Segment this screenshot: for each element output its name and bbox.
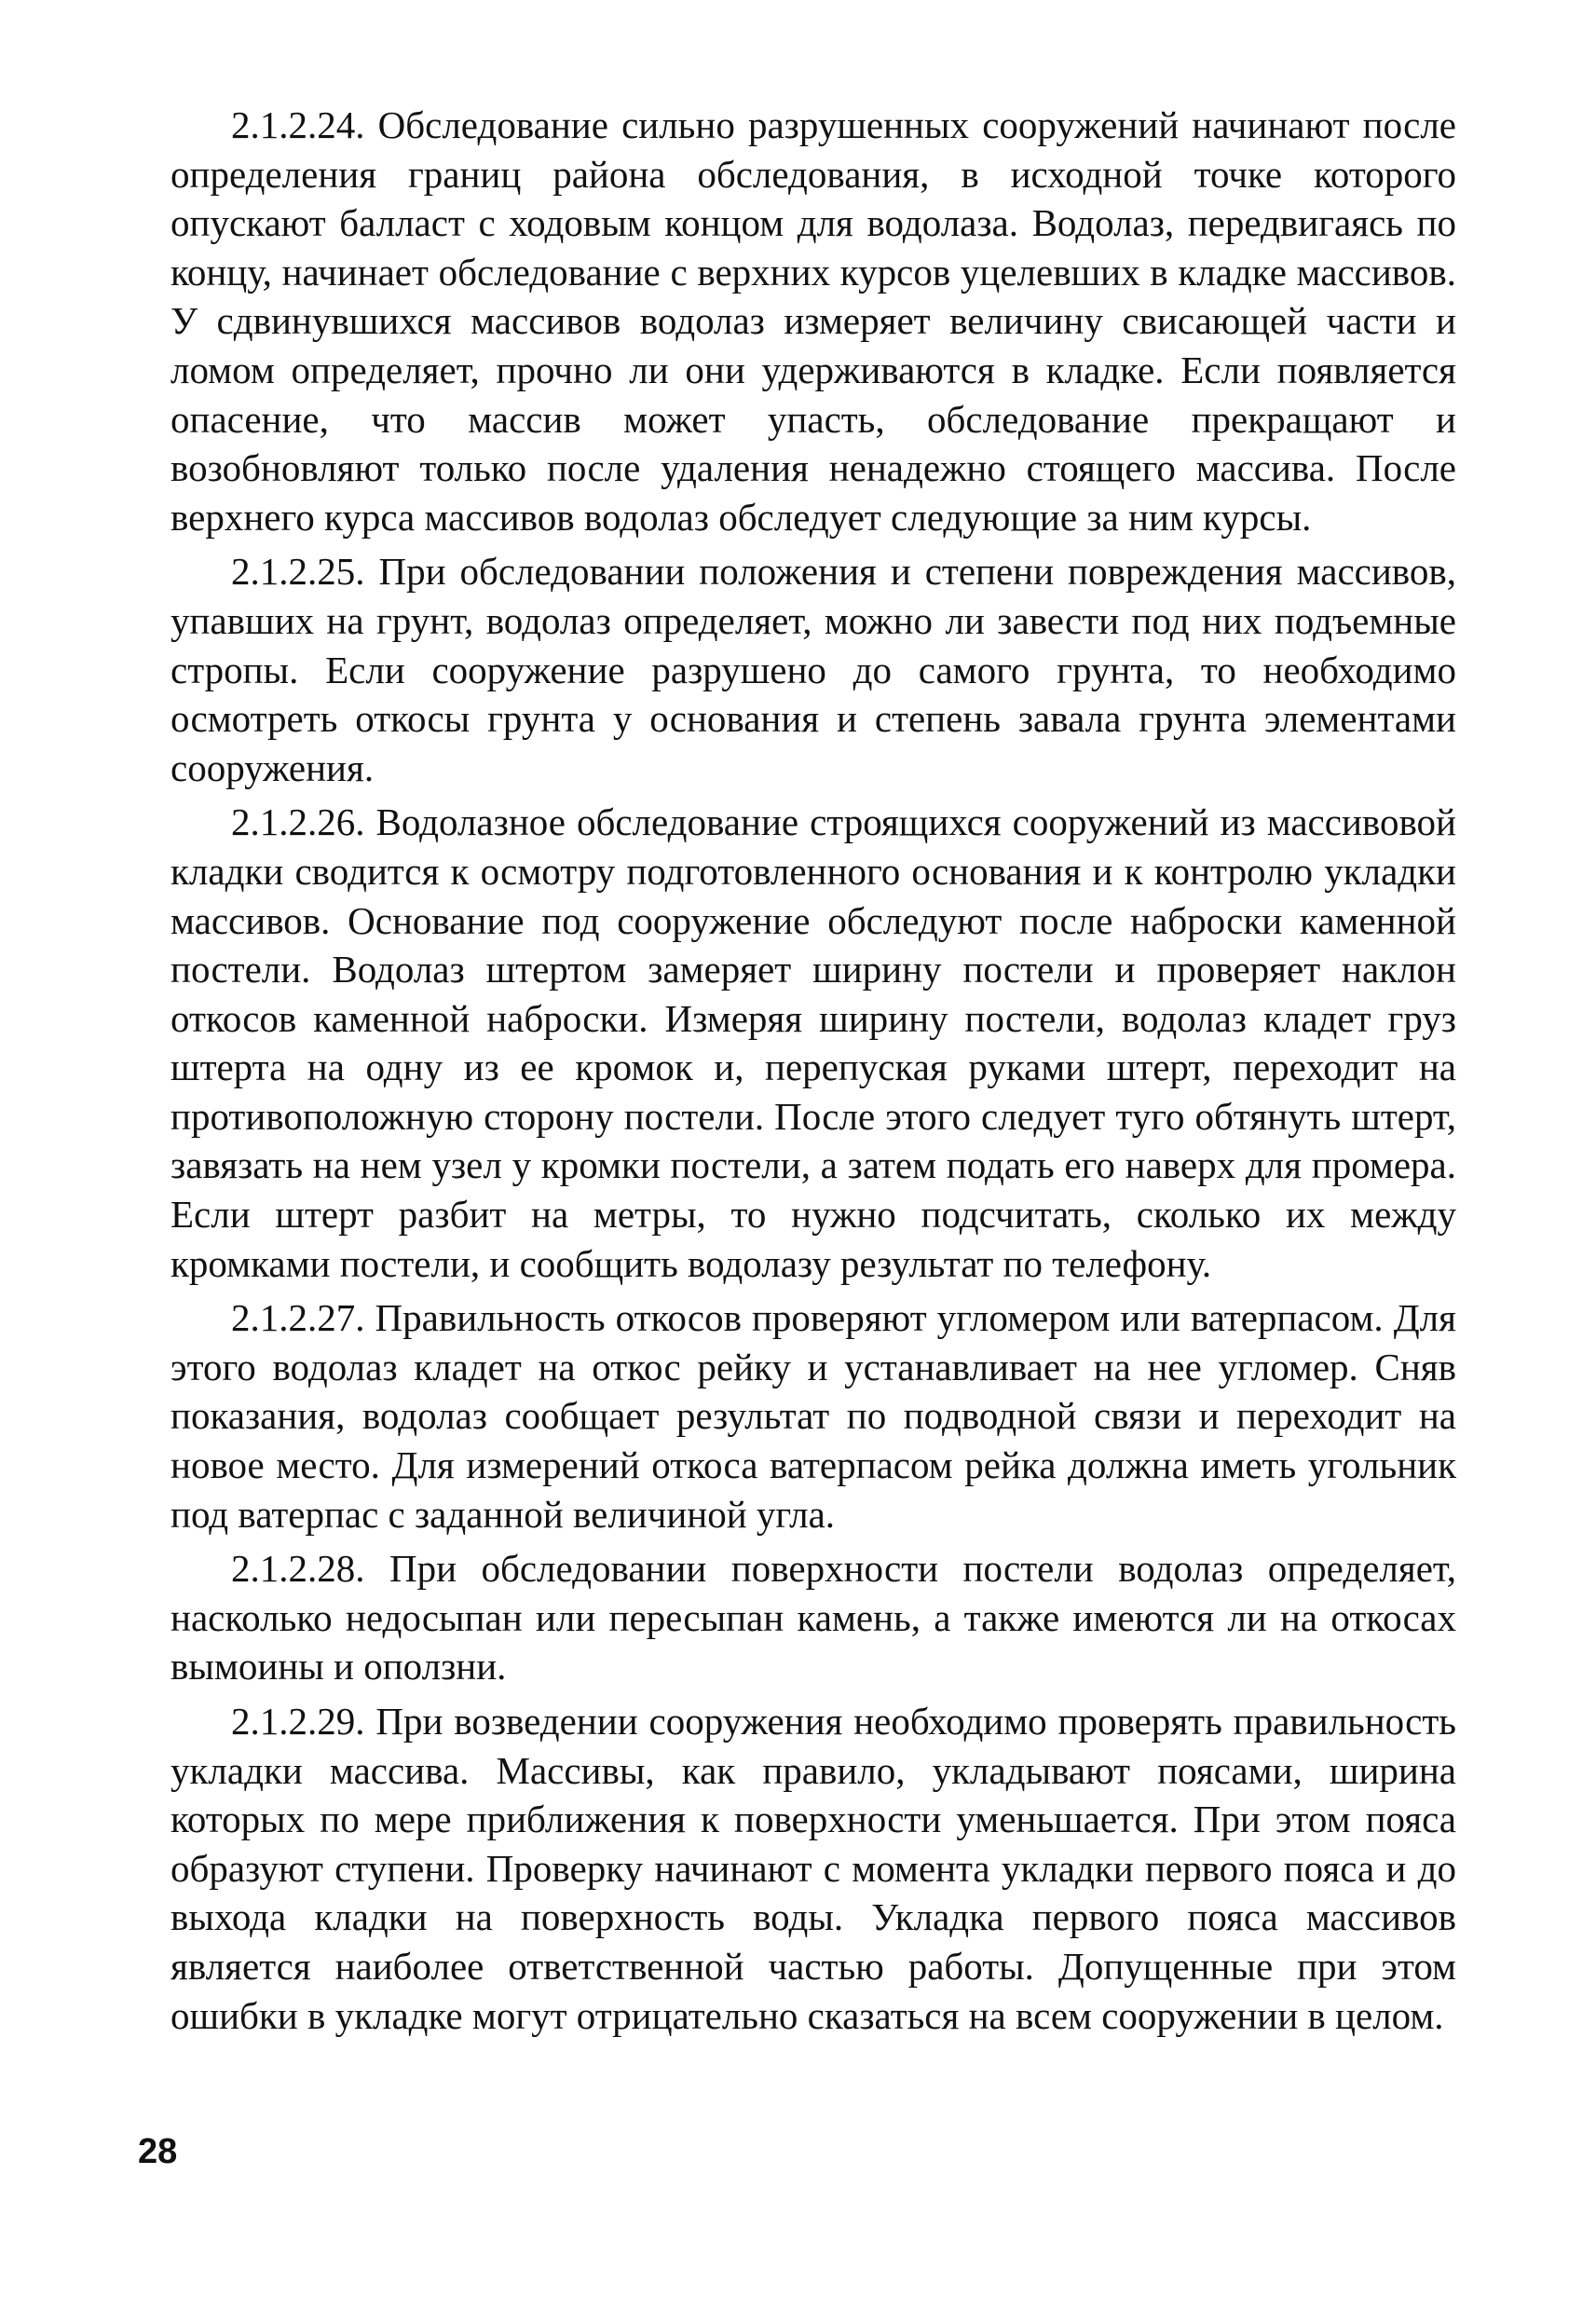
paragraph-2-1-2-28: 2.1.2.28. При обследовании поверхности постели водолаз определяет, насколько недосыпан или пересыпан камень, а также имеются ли на откосах вымоины и оползни. <box>171 1547 1456 1689</box>
paragraph-2-1-2-26: 2.1.2.26. Водолазное обследование строящихся сооружений из массивовой кладки сводится к осмотру подготовленного основания и к контролю укладки массивов. Основание под сооружение обследуют после наброски каменной постели. Водолаз штертом замеряет ширину постели и проверяет наклон откосов каменной наброски. Измеряя ширину постели, водолаз кладет груз штерта на одну из ее кромок и, перепуская руками штерт, переходит на противоположную сторону постели. После этого следует туго обтянуть штерт, завязать на нем узел у кромки постели, а затем подать его наверх для промера. Если штерт разбит на метры, то нужно подсчитать, сколько их между кромками постели, и сообщить водолазу результат по телефону. <box>171 800 1456 1285</box>
paragraph-2-1-2-24: 2.1.2.24. Обследование сильно разрушенных сооружений начинают после определения границ района обследования, в исходной точке которого опускают балласт с ходовым концом для водолаза. Водолаз, передвигаясь по концу, начинает обследование с верхних курсов уцелевших в кладке массивов. У сдвинувшихся массивов водолаз измеряет величину свисающей части и ломом определяет, прочно ли они удерживаются в кладке. Если появляется опасение, что массив может упасть, обследование прекращают и возобновляют только после удаления ненадежно стоящего массива. После верхнего курса массивов водолаз обследует следующие за ним курсы. <box>171 103 1456 539</box>
paragraph-2-1-2-27: 2.1.2.27. Правильность откосов проверяют угломером или ватерпасом. Для этого водолаз кладет на откос рейку и устанавливает на нее угломер. Сняв показания, водолаз сообщает результат по подводной связи и переходит на новое место. Для измерений откоса ватерпасом рейка должна иметь угольник под ватерпас с заданной величиной угла. <box>171 1296 1456 1536</box>
paragraph-2-1-2-25: 2.1.2.25. При обследовании положения и степени повреждения массивов, упавших на грунт, водолаз определяет, можно ли завести под них подъемные стропы. Если сооружение разрушено до самого грунта, то необходимо осмотреть откосы грунта у основания и степень завала грунта элементами сооружения. <box>171 550 1456 789</box>
page-number: 28 <box>138 2132 178 2171</box>
paragraph-2-1-2-29: 2.1.2.29. При возведении сооружения необходимо проверять правильность укладки массива. Массивы, как правило, укладывают поясами, ширина которых по мере приближения к поверхности уменьшается. При этом пояса образуют ступени. Проверку начинают с момента укладки первого пояса и до выхода кладки на поверхность воды. Укладка первого пояса массивов является наиболее ответственной частью работы. Допущенные при этом ошибки в укладке могут отрицательно сказаться на всем сооружении в целом. <box>171 1700 1456 2037</box>
body-text <box>171 101 1456 2040</box>
